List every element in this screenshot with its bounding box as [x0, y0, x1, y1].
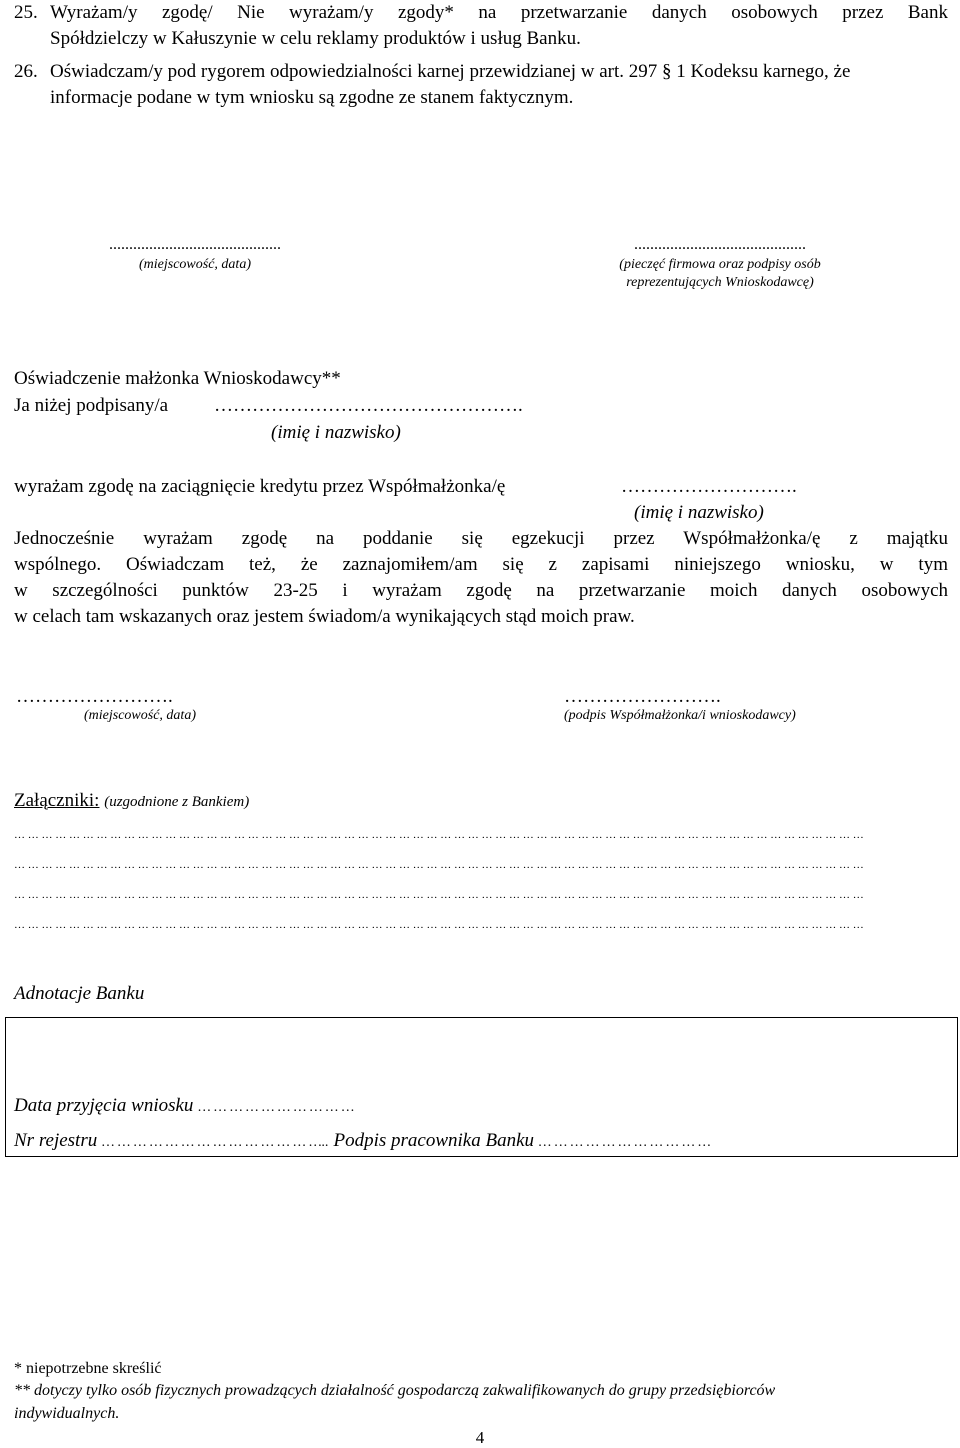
- bank-employee-signature-line: … … … … … … … … … … …: [538, 1135, 711, 1150]
- attachment-line: … … … … … … … … … … … … … … … … … … … … … … … … … … … … … … … … … … … … … … … … … … … … … … … … … … … … … … … … … … … … … …: [14, 889, 864, 901]
- signed-name-caption: (imię i nazwisko): [271, 422, 401, 443]
- company-stamp-caption-1: (pieczęć firmowa oraz podpisy osób: [619, 257, 821, 272]
- item-25-line-1: Wyrażam/y zgodę/ Nie wyrażam/y zgody* na przetwarzanie danych osobowych przez Bank: [50, 2, 948, 23]
- footnote-2-line-1: ** dotyczy tylko osób fizycznych prowadzących działalność gospodarczą zakwalifikowanych do grupy przedsiębiorców: [14, 1382, 776, 1399]
- footnote-2-line-2: indywidualnych.: [14, 1405, 120, 1422]
- register-number-label: Nr rejestru: [14, 1130, 98, 1151]
- spouse-name-caption: (imię i nazwisko): [634, 502, 764, 523]
- spouse-name-line: ……………………….: [621, 476, 797, 497]
- spouse-place-date-line: …………………….: [16, 686, 173, 707]
- signed-name-line: ………………………………………….: [214, 395, 523, 416]
- attachments-note: (uzgodnione z Bankiem): [104, 794, 250, 810]
- attachment-line: … … … … … … … … … … … … … … … … … … … … … … … … … … … … … … … … … … … … … … … … … … … … … … … … … … … … … … … … … … … … … …: [14, 829, 864, 841]
- register-row: [14, 1128, 711, 1156]
- footnote-1: * niepotrzebne skreślić: [14, 1360, 162, 1377]
- item-26-line-1: Oświadczam/y pod rygorem odpowiedzialności karnej przewidzianej w art. 297 § 1 Kodeksu karnego, że: [50, 61, 851, 82]
- spouse-signature-caption: (podpis Współmałżonka/i wnioskodawcy): [564, 708, 796, 723]
- page-number: 4: [475, 1428, 485, 1447]
- company-stamp-line: ...........................................: [634, 236, 806, 253]
- bank-annotations-heading: Adnotacje Banku: [14, 983, 145, 1004]
- spouse-statement-heading: Oświadczenie małżonka Wnioskodawcy**: [14, 368, 341, 389]
- declaration-line-1: Jednocześnie wyrażam zgodę na poddanie się egzekucji przez Współmałżonka/ę z majątku: [14, 528, 948, 549]
- bank-employee-signature-label: Podpis pracownika Banku: [333, 1130, 535, 1151]
- signed-label: Ja niżej podpisany/a: [14, 395, 169, 416]
- receipt-date-label: Data przyjęcia wniosku: [14, 1095, 194, 1116]
- spouse-place-date-caption: (miejscowość, data): [84, 708, 196, 723]
- attachments-list: [14, 820, 948, 940]
- attachment-line: … … … … … … … … … … … … … … … … … … … … … … … … … … … … … … … … … … … … … … … … … … … … … … … … … … … … … … … … … … … … … …: [14, 859, 864, 871]
- declaration-line-3: w szczególności punktów 23-25 i wyrażam zgodę na przetwarzanie moich danych osobowych: [14, 580, 948, 601]
- item-25-line-2: Spółdzielczy w Kałuszynie w celu reklamy produktów i usług Banku.: [50, 28, 581, 49]
- place-date-line: ...........................................: [109, 236, 281, 253]
- consent-line: wyrażam zgodę na zaciągnięcie kredytu przez Współmałżonka/ę: [14, 476, 506, 497]
- place-date-caption: (miejscowość, data): [139, 257, 251, 272]
- receipt-date-line: … … … … … … … … … …: [198, 1100, 355, 1115]
- attachment-line: … … … … … … … … … … … … … … … … … … … … … … … … … … … … … … … … … … … … … … … … … … … … … … … … … … … … … … … … … … … … … …: [14, 919, 864, 931]
- declaration-line-2: wspólnego. Oświadczam też, że zaznajomiłem/am się z zapisami niniejszego wniosku, w tym: [14, 554, 948, 575]
- receipt-date-row: [14, 1093, 354, 1121]
- item-26-line-2: informacje podane w tym wniosku są zgodne ze stanem faktycznym.: [50, 87, 574, 108]
- attachments-heading: [14, 788, 249, 815]
- register-number-line: … … … … … … … … … … … … … …..: [101, 1135, 329, 1150]
- attachments-label: Załączniki:: [14, 790, 100, 811]
- declaration-line-4: w celach tam wskazanych oraz jestem świadom/a wynikających stąd moich praw.: [14, 606, 635, 627]
- item-25-number: 25.: [14, 2, 38, 23]
- item-26-number: 26.: [14, 61, 38, 82]
- spouse-signature-line: …………………….: [564, 686, 721, 707]
- company-stamp-caption-2: reprezentujących Wnioskodawcę): [626, 275, 814, 290]
